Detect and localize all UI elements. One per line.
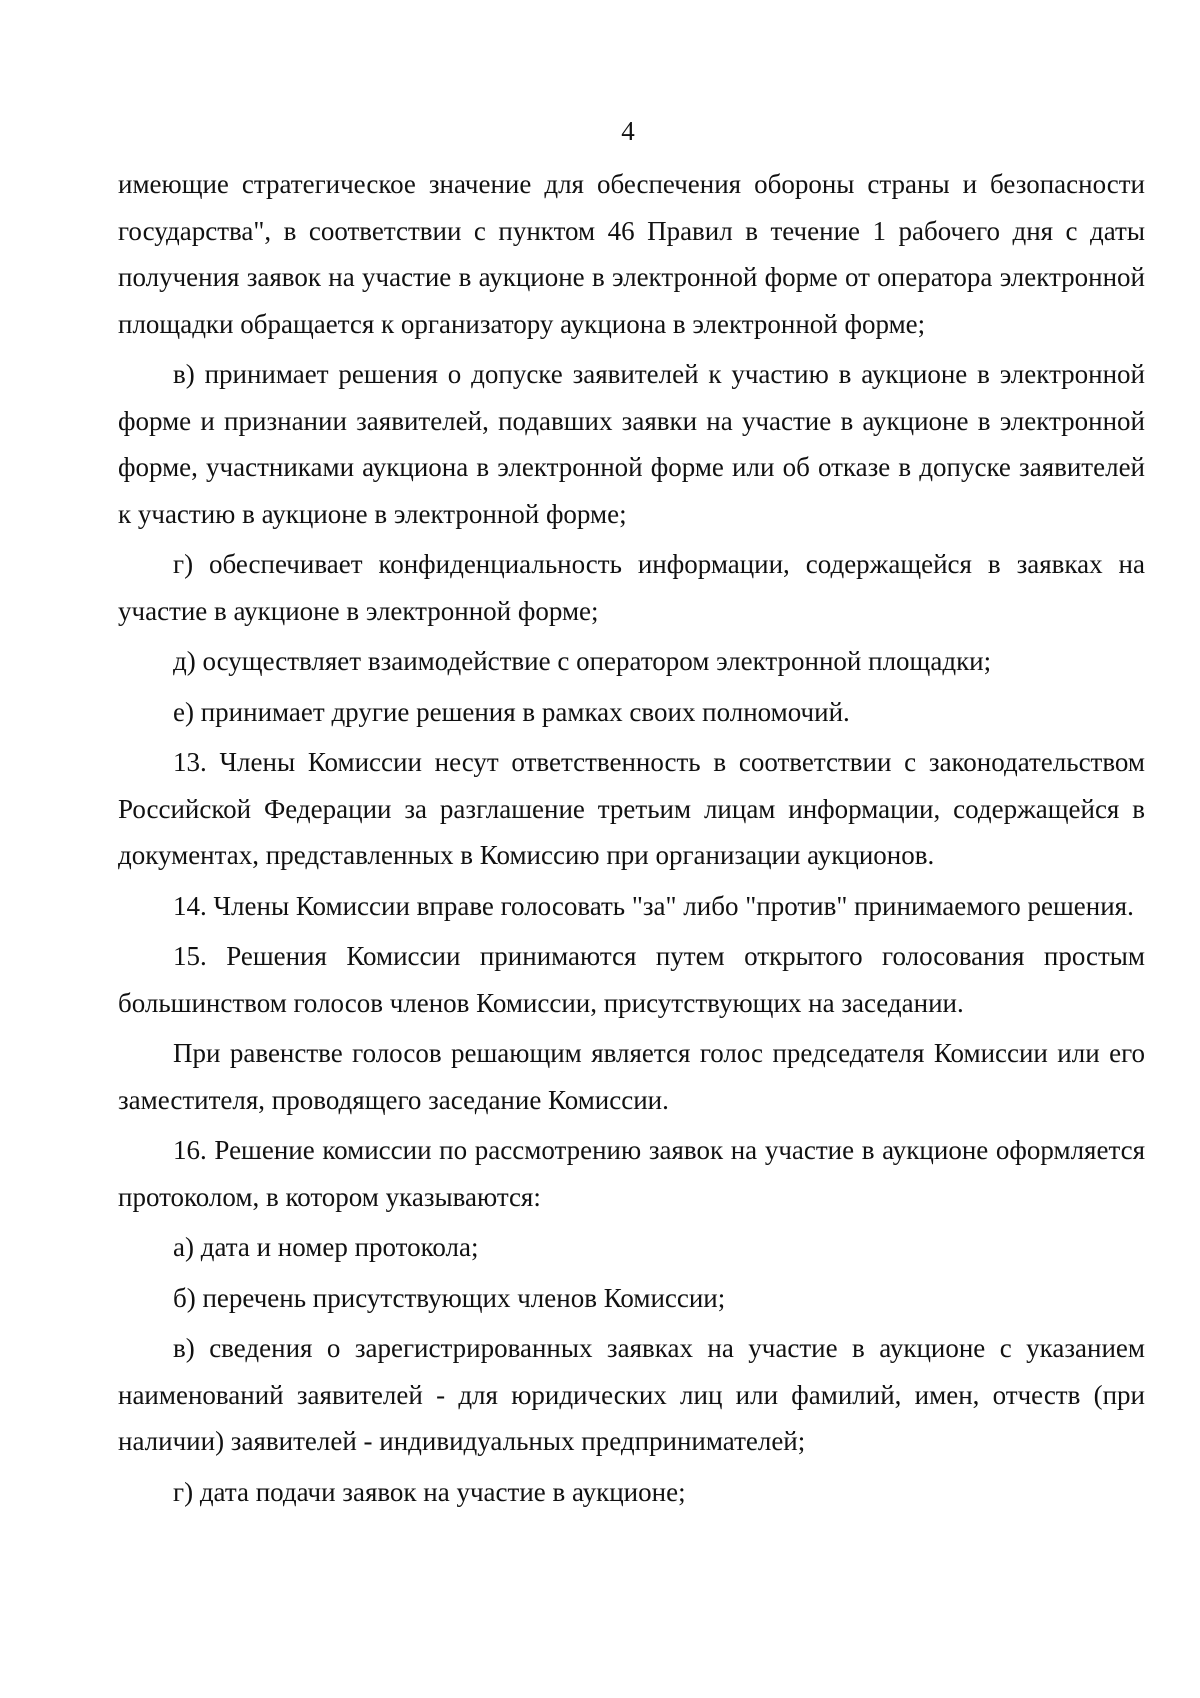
paragraph-15-decisions: 15. Решения Комиссии принимаются путем открытого голосования простым большинством голосов членов Комиссии, присутствующих на заседании. — [118, 941, 1145, 1018]
paragraph-continuation: имеющие стратегическое значение для обеспечения обороны страны и безопасности государства", в соответствии с пунктом 46 Правил в течение 1 рабочего дня с даты получения заявок на участие в аукционе в электронной форме от оператора электронной площадки обращается к организатору аукциона в электронной форме; — [118, 169, 1145, 339]
paragraph-item-g-submission-date: г) дата подачи заявок на участие в аукционе; — [173, 1476, 686, 1507]
paragraph-item-v-admission: в) принимает решения о допуске заявителей к участию в аукционе в электронной форме и признании заявителей, подавших заявки на участие в аукционе в электронной форме, участниками аукциона в электронной форме или об отказе в допуске заявителей к участию в аукционе в электронной форме; — [118, 359, 1145, 529]
paragraph-item-v-applications: в) сведения о зарегистрированных заявках на участие в аукционе с указанием наименований заявителей - для юридических лиц или фамилий, имен, отчеств (при наличии) заявителей - индивидуальных предпринимателей; — [118, 1333, 1145, 1456]
paragraph-item-b-members: б) перечень присутствующих членов Комиссии; — [173, 1282, 726, 1313]
paragraph-13-responsibility: 13. Члены Комиссии несут ответственность в соответствии с законодательством Российской Федерации за разглашение третьим лицам информации, содержащейся в документах, представленных в Комиссию при организации аукционов. — [118, 747, 1145, 870]
paragraph-item-a-date-number: а) дата и номер протокола; — [173, 1232, 479, 1262]
page-number: 4 — [621, 116, 635, 146]
paragraph-item-g-confidentiality: г) обеспечивает конфиденциальность информации, содержащейся в заявках на участие в аукционе в электронной форме; — [118, 549, 1145, 626]
paragraph-item-d-operator: д) осуществляет взаимодействие с оператором электронной площадки; — [173, 646, 992, 676]
document-body — [118, 161, 1145, 1519]
paragraph-16-protocol: 16. Решение комиссии по рассмотрению заявок на участие в аукционе оформляется протоколом, в котором указываются: — [118, 1135, 1145, 1212]
paragraph-item-e-other-decisions: е) принимает другие решения в рамках своих полномочий. — [173, 696, 850, 727]
paragraph-14-voting: 14. Члены Комиссии вправе голосовать "за" либо "против" принимаемого решения. — [173, 890, 1134, 921]
paragraph-tie-vote: При равенстве голосов решающим является голос председателя Комиссии или его заместителя, проводящего заседание Комиссии. — [118, 1038, 1145, 1115]
